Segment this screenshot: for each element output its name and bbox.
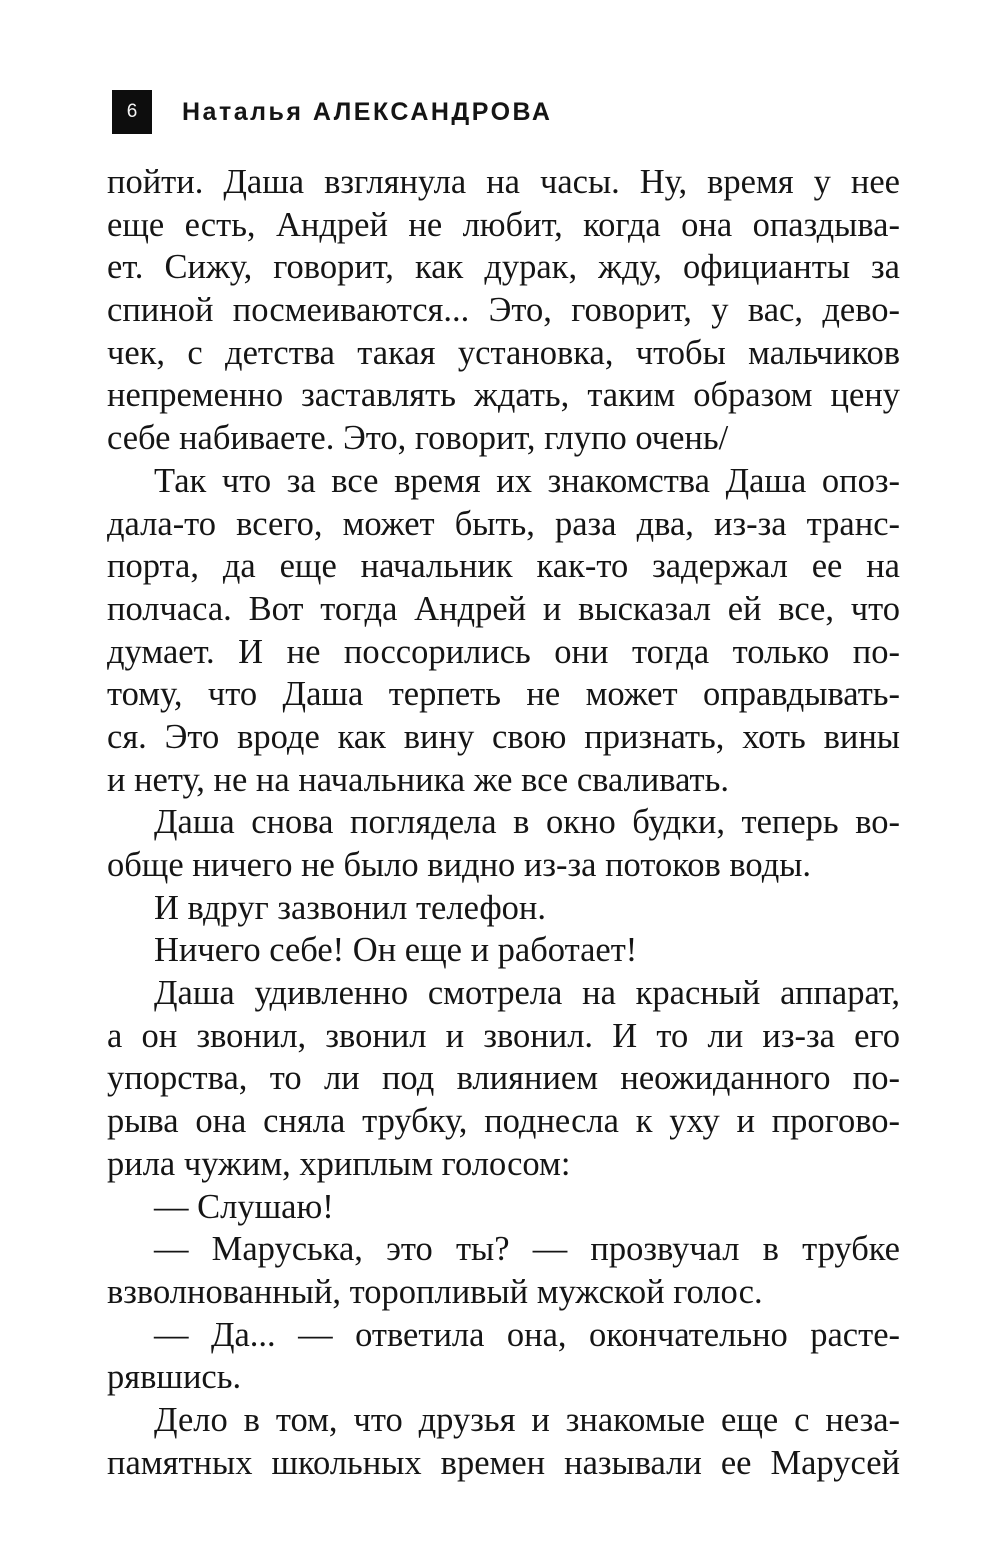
text-line: и нету, не на начальника же все сваливать. (107, 760, 729, 799)
text-line: упорства, то ли под влиянием неожиданного по- (107, 1059, 900, 1098)
text-line: взволнованный, торопливый мужской голос. (107, 1272, 763, 1311)
text-line: ся. Это вроде как вину свою признать, хоть вины (107, 717, 900, 756)
text-line: рила чужим, хриплым голосом: (107, 1144, 571, 1183)
text-line: думает. И не поссорились они тогда только по- (107, 632, 900, 671)
text-line: спиной посмеиваются... Это, говорит, у вас, дево- (107, 291, 900, 330)
running-header (112, 90, 552, 134)
text-line: порта, да еще начальник как-то задержал ее на (107, 547, 900, 586)
text-line: полчаса. Вот тогда Андрей и высказал ей все, что (107, 589, 900, 628)
body-text (107, 161, 900, 1484)
text-line: рявшись. (107, 1358, 242, 1397)
text-line: рыва она сняла трубку, поднесла к уху и прогово- (107, 1102, 900, 1141)
text-line: — Да... — ответила она, окончательно расте- (154, 1315, 900, 1354)
text-line: непременно заставлять ждать, таким образом цену (107, 376, 900, 415)
text-line: еще есть, Андрей не любит, когда она опаздыва- (107, 205, 900, 244)
text-line: ет. Сижу, говорит, как дурак, жду, официанты за (107, 248, 900, 287)
text-line: Даша удивленно смотрела на красный аппарат, (154, 974, 900, 1013)
text-line: Так что за все время их знакомства Даша опоз- (154, 461, 900, 500)
text-line: пойти. Даша взглянула на часы. Ну, время у нее (107, 163, 900, 201)
page-number: 6 (112, 90, 152, 134)
text-line: — Слушаю! (154, 1187, 334, 1226)
text-line: Даша снова поглядела в окно будки, теперь во- (154, 803, 900, 842)
text-line: себе набиваете. Это, говорит, глупо очень/ (107, 419, 729, 458)
text-line: тому, что Даша терпеть не может оправдывать- (107, 675, 900, 714)
author-name: Наталья АЛЕКСАНДРОВА (182, 97, 553, 126)
text-line: дала-то всего, может быть, раза два, из-за транс- (107, 504, 900, 543)
text-line: памятных школьных времен называли ее Марусей (107, 1443, 900, 1482)
text-line: Дело в том, что друзья и знакомые еще с неза- (154, 1400, 900, 1439)
text-line: И вдруг зазвонил телефон. (154, 888, 547, 927)
text-line: — Маруська, это ты? — прозвучал в трубке (154, 1230, 900, 1269)
text-line: чек, с детства такая установка, чтобы мальчиков (107, 333, 900, 372)
text-line: Ничего себе! Он еще и работает! (154, 931, 638, 970)
text-line: обще ничего не было видно из-за потоков воды. (107, 846, 812, 884)
text-line: а он звонил, звонил и звонил. И то ли из-за его (107, 1016, 900, 1055)
